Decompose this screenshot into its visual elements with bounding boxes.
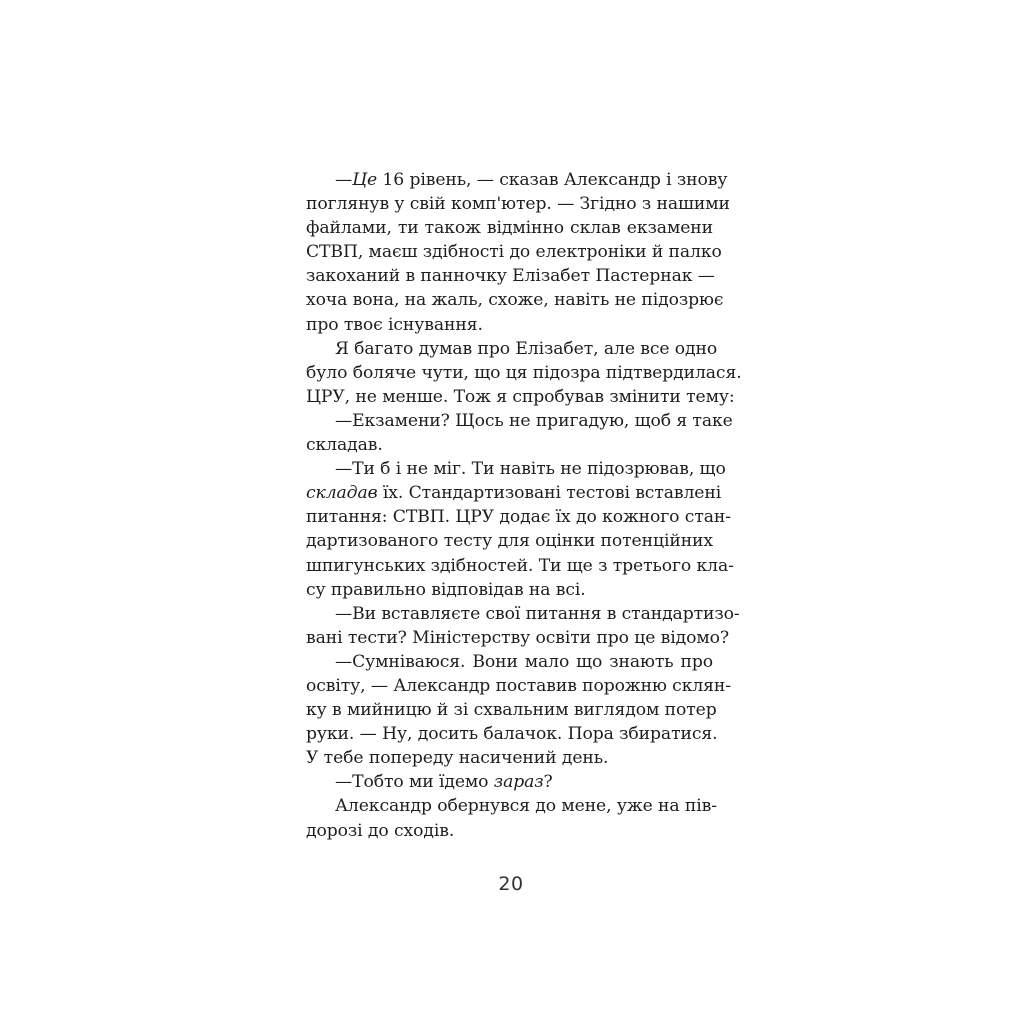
text-line (306, 385, 735, 409)
text-line (306, 505, 731, 529)
text-line (306, 361, 742, 385)
text-run: поглянув у свій комп'ютер. — Згідно з нашими (306, 194, 730, 215)
text-line (306, 192, 730, 216)
text-line (306, 650, 713, 674)
text-run: — (335, 170, 353, 190)
italic-text: зараз (493, 772, 544, 793)
text-line (306, 481, 722, 505)
text-run: файлами, ти також відмінно склав екзамени (306, 218, 713, 239)
text-run: руки. — Ну, досить балачок. Пора збиратися. (306, 724, 718, 745)
text-line (306, 794, 717, 818)
text-line (306, 626, 729, 650)
text-line (306, 674, 731, 698)
text-run: Я багато думав про Елізабет, але все одно (335, 338, 718, 359)
text-line (306, 288, 724, 312)
text-line (306, 409, 733, 433)
text-run: про твоє існування. (306, 314, 483, 335)
text-run: У тебе попереду насичений день. (306, 748, 609, 769)
text-line (306, 457, 726, 481)
italic-text: складав (306, 483, 378, 504)
text-run: Александр обернувся до мене, уже на пів- (335, 796, 717, 817)
text-run: шпигунських здібностей. Ти ще з третього кла- (306, 555, 734, 576)
text-line (306, 313, 713, 337)
text-line (306, 529, 713, 553)
text-line (306, 240, 722, 264)
text-line (306, 337, 718, 361)
text-run: дорозі до сходів. (306, 820, 455, 841)
text-run: —Сумніваюся. Вони мало що знають про (335, 651, 713, 672)
italic-text: Це (352, 170, 378, 190)
text-run: —Екзамени? Щось не пригадую, щоб я таке (335, 410, 733, 431)
text-run: —Ви вставляєте свої питання в стандартизо- (335, 603, 740, 624)
text-line (306, 819, 713, 843)
text-line (306, 554, 734, 578)
text-run: освіту, — Александр поставив порожню склян- (306, 675, 731, 696)
text-run: ку в мийницю й зі схвальним виглядом потер (306, 700, 717, 721)
text-run: ЦРУ, не менше. Тож я спробував змінити тему: (306, 386, 735, 407)
text-run: СТВП, маєш здібності до електроніки й палко (306, 242, 722, 263)
text-line (306, 722, 718, 746)
text-run: —Тобто ми їдемо (335, 772, 494, 793)
text-run: закоханий в панночку Елізабет Пастернак — (306, 266, 715, 287)
text-line (306, 578, 713, 602)
text-line (306, 698, 717, 722)
text-run: су правильно відповідав на всі. (306, 579, 586, 600)
text-run: дартизованого тесту для оцінки потенційних (306, 531, 713, 552)
text-line (306, 433, 713, 457)
page-number: 20 (498, 873, 524, 895)
text-line (306, 168, 728, 192)
text-line (306, 264, 713, 288)
text-run: 16 рівень, — сказав Александр і знову (377, 170, 728, 190)
text-run: вані тести? Міністерству освіти про це відомо? (306, 627, 729, 648)
text-run: їх. Стандартизовані тестові вставлені (377, 483, 722, 504)
text-line (306, 602, 740, 626)
text-run: було боляче чути, що ця підозра підтвердилася. (306, 362, 742, 383)
text-line (306, 746, 713, 770)
text-line (306, 216, 713, 240)
text-run: хоча вона, на жаль, схоже, навіть не підозрює (306, 290, 724, 311)
text-run: складав. (306, 435, 383, 456)
text-run: ? (543, 772, 553, 793)
text-run: —Ти б і не міг. Ти навіть не підозрював, що (335, 459, 726, 480)
body-text (306, 168, 742, 843)
text-line (306, 770, 713, 794)
text-run: питання: СТВП. ЦРУ додає їх до кожного стан- (306, 507, 731, 528)
